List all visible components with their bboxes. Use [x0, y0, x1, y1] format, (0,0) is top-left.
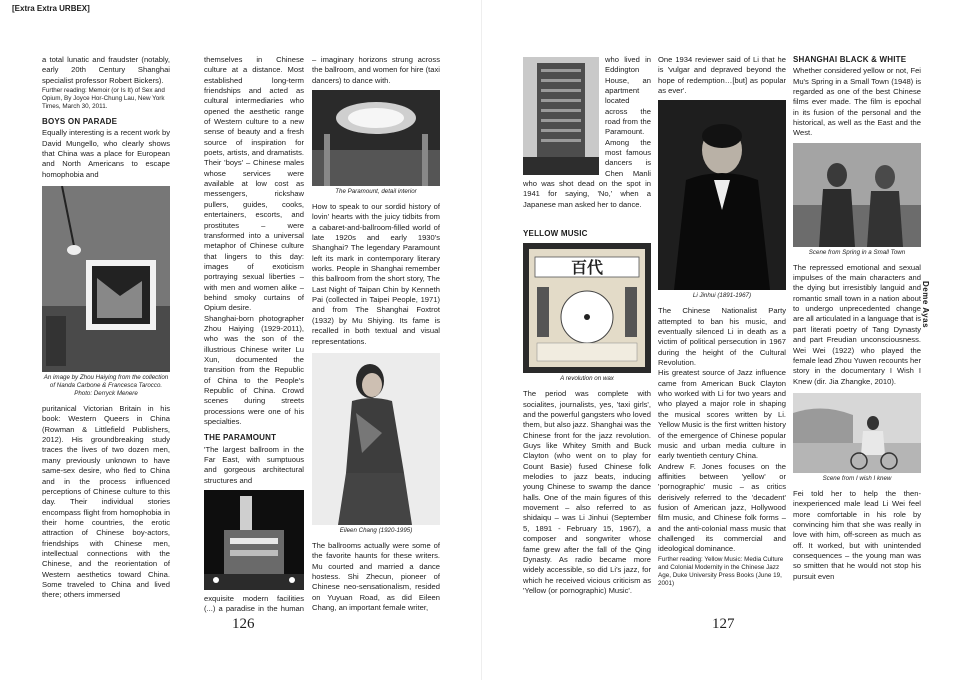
further-reading: Further reading: Yellow Music: Media Culture and Colonial Modernity in the Chinese Jazz Age, Duke University Press Books (June 19, 2001) [658, 555, 784, 587]
paragraph: a total lunatic and fraudster (notably, early 20th Century Shanghai specialist professor Robert Bickers). [42, 55, 170, 85]
paragraph: themselves in Chinese culture at a distance. Most established long-term friendships and acted as cultural intermediaries who opened the aesthetic range of Western culture to a new sense of beauty and a fresh source of inspiration for poets, artists, and dramatists. Their 'boys' – Chinese males whose services were available at low cost as messengers, rickshaw pullers, guides, cooks, entertainers, escorts, and prostitutes – were transformed into a universal metaphor of Chinese culture that lingers to this day: images of exoticism portraying sexual liberties – with men and women alike – behind smoky curtains of Opium desire. [204, 55, 304, 313]
section-heading: THE PARAMOUNT [204, 433, 277, 443]
column-intro [523, 55, 651, 223]
section-heading: SHANGHAI BLACK & WHITE [793, 55, 907, 64]
paragraph: The Chinese Nationalist Party attempted to ban his music, and eventually silenced Li in death as a victim of political persecution in 1967 during the height of the Cultural Revolution. [658, 306, 786, 368]
paramount-interior-photo [312, 90, 440, 186]
paramount-building-photo [204, 490, 304, 590]
paragraph: How to speak to our sordid history of lovin' hearts with the juicy tidbits from a cabaret-and-ballroom-filled world of late 1920s and early 1930's Shanghai? The legendary Paramount left its mark in contemporary literary works. People in Shanghai remember this ballroom from the short story, The Last Night of Taipan Chin by Kenneth Pai (collected in Taipei People, 1971) and from The Shanghai Foxtrot (1932) by Mu Shiying. Its fame is recalled in both textual and visual representations. [312, 202, 440, 346]
photo-caption: Eileen Chang (1920-1995) [339, 526, 413, 534]
gallery-photo [42, 186, 170, 372]
column-4 [523, 55, 651, 613]
photo-caption: The Paramount, detail interior [335, 188, 417, 196]
paragraph: The repressed emotional and sexual impulses of the main characters and the dying but irresistibly languid and romantic small town in a nation about to undergo unprecedented change are all articulated in a language that is part literati poetry of Tang Dynasty and part Freudian unconsciousness. Wei Wei (1922) who played the female lead Zhou Yuwen recounts her story in the documentary I Wish I Knew (dir. Jia Zhangke, 2010). [793, 262, 921, 386]
paragraph: Fei told her to help the then-inexperienced male lead Li Wei feel more comfortable in his role by convincing him that she was really in love with him, off-screen as much as off. It worked, but with unintended consequences – the young man was so smitten that he would not stop his pursuit even [793, 488, 921, 581]
paragraph: 'The largest ballroom in the Far East, with sumptuous and gorgeous architectural structures and [204, 444, 304, 485]
page-number-right: 127 [712, 616, 735, 632]
paragraph: who lived in Eddington House, an apartment located across the road from the Paramount. Among the most famous dancers is Chen Manli who was shot dead on the spot in 1941 for saying, 'No,' when a Japanese man asked her to dance. [523, 55, 651, 209]
author-name-vertical: Deme Ayas [920, 280, 930, 329]
paragraph: Andrew F. Jones focuses on the affinities between 'yellow' or 'pornographic' music – as critics derisively referred to the 'decadent' fusion of American jazz, Hollywood film music, and Chinese folk forms – and the anti-colonial mass music that challenged its commercial and ideological dominance. [658, 461, 786, 554]
section-heading: BOYS ON PARADE [42, 117, 118, 127]
magazine-label: [Extra Extra URBEX] [12, 4, 90, 13]
photo-caption: Scene from I wish I knew [822, 474, 892, 482]
column-5 [658, 55, 786, 613]
further-reading: Further reading: Memoir (or Is It) of Sex and Opium, By Joyce Hor-Chung Lau, New York Times, March 30, 2011. [42, 87, 165, 111]
column-2 [204, 55, 304, 613]
paragraph: – imaginary horizons strung across the ballroom, and women for hire (taxi dancers) to dance with. [312, 55, 440, 85]
paragraph: Whether considered yellow or not, Fei Mu's Spring in a Small Town (1948) is regarded as one of the best Chinese films ever made. The film is epochal in its fusion of the personal and the historical, as well as the East and the West. [793, 66, 921, 138]
eddington-house-photo [523, 57, 599, 175]
paragraph: Shanghai-born photographer Zhou Haiying (1929-2011), who was the son of the illustrious Chinese writer Lu Xun, documented the transition from the Republic of China to the People's Republic of China. Crowd scenes during streets processions were one of his specialties. [204, 313, 304, 427]
record-label-title: 百代 [570, 258, 604, 278]
paragraph: Equally interesting is a recent work by David Mungello, who clearly shows that China was a place for European and North Americans to escape homophobia and [42, 128, 170, 179]
paragraph: puritanical Victorian Britain in his book: Western Queers in China (Rowman & Littlefield Publishers, 2012). His groundbreaking study traces the lives of two dozen men, many previously unknown to have same-sex desire, who fled to China and in the process influenced perceptions of Chinese culture to this day. Their individual stories encompass flight from homophobia in their home countries, the erotic attraction of Chinese boy-actors, friendships with Chinese men, intellectual connections with the Chinese, and the reorientation of Western aesthetics toward China. Some traveled to China and lived there; others immersed [42, 404, 170, 600]
paragraph: His greatest source of Jazz influence came from American Buck Clayton who worked with Li for two years and who played a major role in shaping the musical scores written by Li. Yellow Music is the first written history of the emergence of Chinese popular music and urban media culture in early twentieth century China. [658, 368, 786, 461]
column-3 [312, 55, 440, 613]
column-1 [42, 55, 170, 613]
section-heading: YELLOW MUSIC [523, 229, 588, 238]
spring-small-town-still [793, 143, 921, 247]
paragraph: exquisite modern facilities (...) a paradise in the human [204, 594, 304, 613]
column-6 [793, 55, 921, 613]
eileen-chang-photo [312, 353, 440, 525]
i-wish-i-knew-still [793, 393, 921, 473]
paragraph: The period was complete with socialites, journalists, yes, 'taxi girls', and the powerful gangsters who loved them, but also jazz. Shanghai was the Chinese front for the jazz revolution. Guys like Whitey Smith and Buck Clayton (who went on to play for Count Basie) fused Chinese folk melodies to jazz beats, inducing young Chinese to swamp the dance halls. One of the main figures of this movement – also referred to as shidaiqu – was Li Jinhui (September 5, 1891 - February 15, 1967), a composer and songwriter whose fame grew after the fall of the Qing Dynasty. As radio became more widely accessible, so did Li's jazz, for which he received vicious criticism as 'Yellow (or pornographic) Music'. [523, 389, 651, 595]
photo-caption: An image by Zhou Haiying from the collection of Nanda Carbone & Francesca Tarocco. Photo: Derryck Menere [43, 374, 169, 398]
record-label-photo [523, 243, 651, 373]
page-gutter [481, 0, 482, 680]
paragraph: One 1934 reviewer said of Li that he is 'vulgar and depraved beyond the hope of redemption…[but] as popular as ever'. [658, 55, 786, 96]
paragraph: The ballrooms actually were some of the favorite haunts for these writers. Mu courted and married a dance hostess. Shi Zhecun, pioneer of Chinese neo-sensationalism, resided on Yuyuan Road, as did Eileen Chang, an important female writer, [312, 540, 440, 612]
photo-caption: Scene from Spring in a Small Town [808, 248, 906, 256]
photo-caption: Li Jinhui (1891-1967) [692, 292, 752, 300]
page-number-left: 126 [232, 616, 255, 632]
li-jinhui-portrait-photo [658, 100, 786, 290]
photo-caption: A revolution on wax [560, 375, 614, 383]
